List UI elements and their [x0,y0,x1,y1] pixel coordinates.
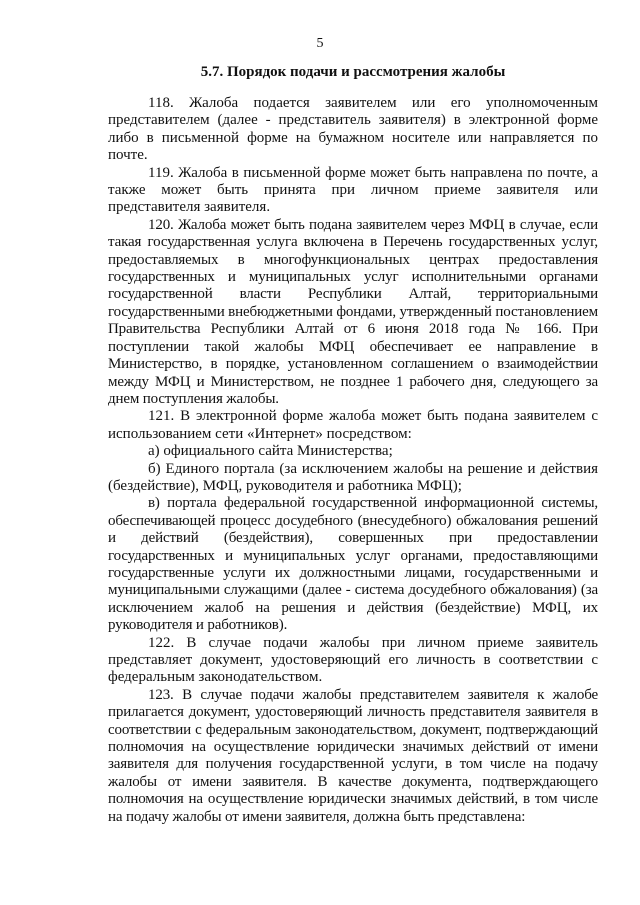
paragraph-119: 119. Жалоба в письменной форме может быть направлена по почте, а также может быть принята при личном приеме заявителя или представителя заявителя. [108,164,598,216]
document-body [108,95,598,826]
paragraph-118: 118. Жалоба подается заявителем или его уполномоченным представителем (далее - представитель заявителя) в электронной форме либо в письменной форме на бумажном носителе или направляется по почте. [108,95,598,164]
paragraph-120: 120. Жалоба может быть подана заявителем через МФЦ в случае, если такая государственная услуга включена в Перечень государственных услуг, предоставляемых в многофункциональных центрах предоставления государственных и муниципальных услуг исполнительными органами государственной власти Республики Алтай, территориальными государственными внебюджетными фондами, утвержденный постановлением Правительства Республики Алтай от 6 июня 2018 года № 166. При поступлении такой жалобы МФЦ обеспечивает ее направление в Министерство, в порядке, установленном соглашением о взаимодействии между МФЦ и Министерством, не позднее 1 рабочего дня, следующего за днем поступления жалобы. [108,216,598,407]
paragraph-121-b: б) Единого портала (за исключением жалобы на решение и действия (бездействие), МФЦ, руководителя и работника МФЦ); [108,460,598,494]
paragraph-121-a: а) официального сайта Министерства; [148,443,393,460]
section-heading: 5.7. Порядок подачи и рассмотрения жалобы [200,64,506,80]
paragraph-121: 121. В электронной форме жалоба может быть подана заявителем с использованием сети «Интернет» посредством: [108,408,598,442]
page-number: 5 [316,36,324,51]
paragraph-121-v: в) портала федеральной государственной информационной системы, обеспечивающей процесс досудебного (внесудебного) обжалования решений и действий (бездействия), совершенных при предоставлении государственных и муниципальных услуг органами, предоставляющими государственные услуги их должностными лицами, государственными и муниципальными служащими (далее - система досудебного обжалования) (за исключением жалоб на решения и действия (бездействие) МФЦ, их руководителя и работников). [108,495,598,634]
paragraph-123: 123. В случае подачи жалобы представителем заявителя к жалобе прилагается документ, удостоверяющий личность представителя заявителя в соответствии с федеральным законодательством, документ, подтверждающий полномочия на осуществление юридически значимых действий от имени заявителя для получения государственной услуги, в том числе на подачу жалобы от имени заявителя. В качестве документа, подтверждающего полномочия на осуществление юридически значимых действий, в том числе на подачу жалобы от имени заявителя, должна быть представлена: [108,686,598,825]
paragraph-122: 122. В случае подачи жалобы при личном приеме заявитель представляет документ, удостоверяющий его личность в соответствии с федеральным законодательством. [108,634,598,686]
